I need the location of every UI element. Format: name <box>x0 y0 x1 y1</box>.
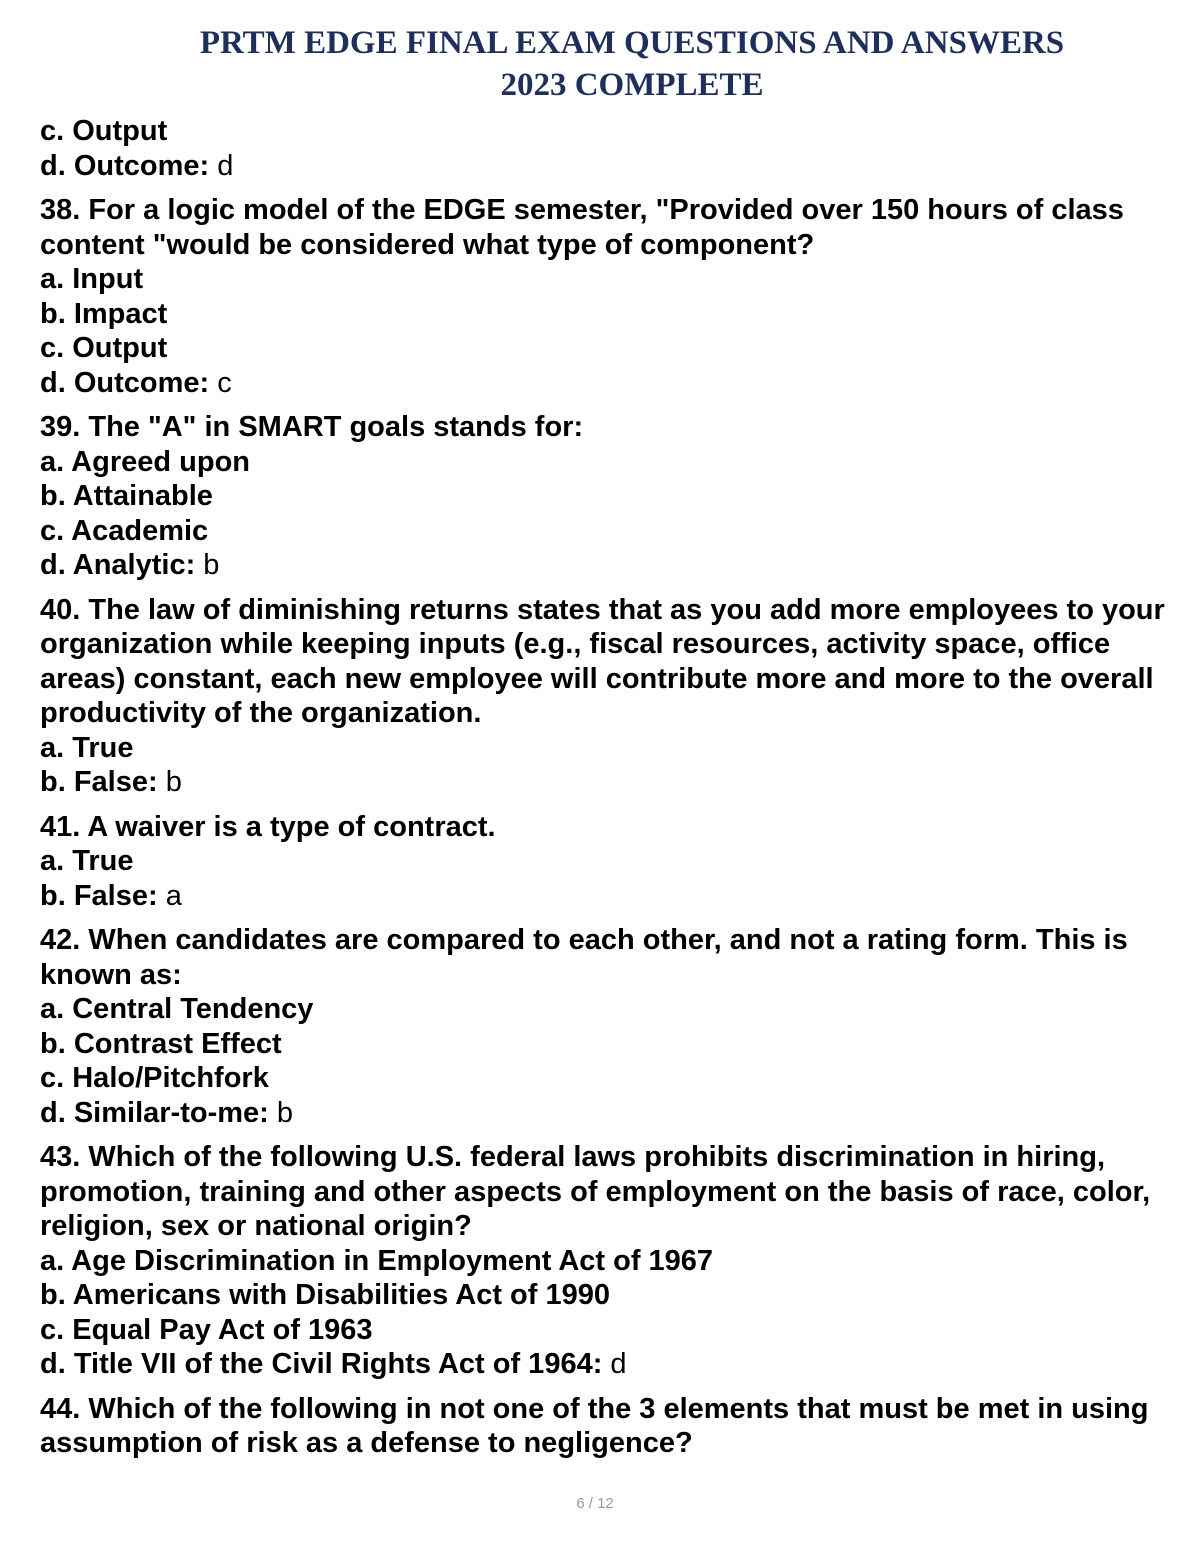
option-label: d. Outcome: <box>40 366 210 399</box>
answer-key: d <box>217 149 234 182</box>
question-text: 42. When candidates are compared to each other, and not a rating form. This is known as: <box>40 924 1128 991</box>
question-item <box>40 410 1170 583</box>
option-label: b. Attainable <box>40 480 213 512</box>
question-list <box>40 114 1170 1471</box>
answer-option <box>40 366 1170 401</box>
option-label: d. Title VII of the Civil Rights Act of 1964: <box>40 1348 603 1380</box>
option-label: c. Halo/Pitchfork <box>40 1062 269 1094</box>
answer-option <box>40 479 1170 514</box>
question-text: 40. The law of diminishing returns states that as you add more employees to your organization while keeping inputs (e.g., fiscal resources, activity space, office areas) constant, each new employee will contribute more and more to the overall productivity of the organization. <box>40 593 1165 729</box>
answer-option <box>40 1313 1170 1348</box>
answer-option <box>40 879 1170 914</box>
answer-key: b <box>165 766 182 798</box>
option-label: c. Equal Pay Act of 1963 <box>40 1313 373 1346</box>
question-item <box>40 923 1170 1130</box>
question-item <box>40 193 1170 400</box>
option-label: a. Central Tendency <box>40 993 314 1025</box>
answer-option <box>40 1061 1170 1096</box>
answer-option <box>40 1096 1170 1131</box>
answer-key: d <box>610 1348 627 1380</box>
question-text: 38. For a logic model of the EDGE semester, "Provided over 150 hours of class content "would be considered what type of component? <box>40 194 1124 261</box>
answer-option <box>40 149 1170 184</box>
answer-option <box>40 262 1170 297</box>
answer-option <box>40 1278 1170 1313</box>
title-line-2: 2023 COMPLETE <box>500 67 764 103</box>
question-item <box>40 810 1170 914</box>
answer-option <box>40 1244 1170 1279</box>
answer-option <box>40 514 1170 549</box>
answer-option <box>40 731 1170 766</box>
option-label: b. False: <box>40 766 158 798</box>
answer-key: b <box>276 1096 294 1129</box>
option-label: b. Americans with Disabilities Act of 1990 <box>40 1279 610 1311</box>
option-label: b. Contrast Effect <box>40 1027 282 1060</box>
answer-option <box>40 548 1170 583</box>
question-item <box>40 593 1170 800</box>
option-label: c. Academic <box>40 514 209 547</box>
question-text: 44. Which of the following in not one of the 3 elements that must be met in using assumption of risk as a defense to negligence? <box>40 1392 1149 1459</box>
option-label: b. False: <box>40 879 158 912</box>
option-label: a. Input <box>40 263 144 295</box>
title-line-1: PRTM EDGE FINAL EXAM QUESTIONS AND ANSWERS <box>199 25 1065 61</box>
option-label: d. Similar-to-me: <box>40 1096 269 1129</box>
option-label: a. True <box>40 731 134 764</box>
page-number: 6 / 12 <box>576 1495 614 1512</box>
question-item <box>40 1140 1170 1382</box>
option-label: a. True <box>40 845 134 877</box>
option-label: a. Age Discrimination in Employment Act of 1967 <box>40 1244 714 1277</box>
option-label: d. Outcome: <box>40 149 210 182</box>
question-text: 39. The "A" in SMART goals stands for: <box>40 411 584 443</box>
answer-option <box>40 844 1170 879</box>
answer-key: a <box>165 879 182 912</box>
answer-option <box>40 331 1170 366</box>
option-label: a. Agreed upon <box>40 445 250 478</box>
answer-option <box>40 992 1170 1027</box>
question-item <box>40 114 1170 183</box>
question-text: 41. A waiver is a type of contract. <box>40 810 496 843</box>
answer-option <box>40 297 1170 332</box>
answer-option <box>40 1027 1170 1062</box>
answer-option <box>40 765 1170 800</box>
answer-key: b <box>203 549 220 581</box>
answer-option <box>40 1347 1170 1382</box>
option-label: c. Output <box>40 115 168 147</box>
question-text: 43. Which of the following U.S. federal laws prohibits discrimination in hiring, promotion, training and other aspects of employment on the basis of race, color, religion, sex or national origin? <box>40 1141 1151 1242</box>
option-label: c. Output <box>40 332 168 364</box>
question-item <box>40 1392 1170 1461</box>
answer-option <box>40 445 1170 480</box>
option-label: d. Analytic: <box>40 549 196 581</box>
answer-option <box>40 114 1170 149</box>
answer-key: c <box>217 366 232 399</box>
option-label: b. Impact <box>40 297 168 330</box>
document-title <box>0 22 1200 106</box>
